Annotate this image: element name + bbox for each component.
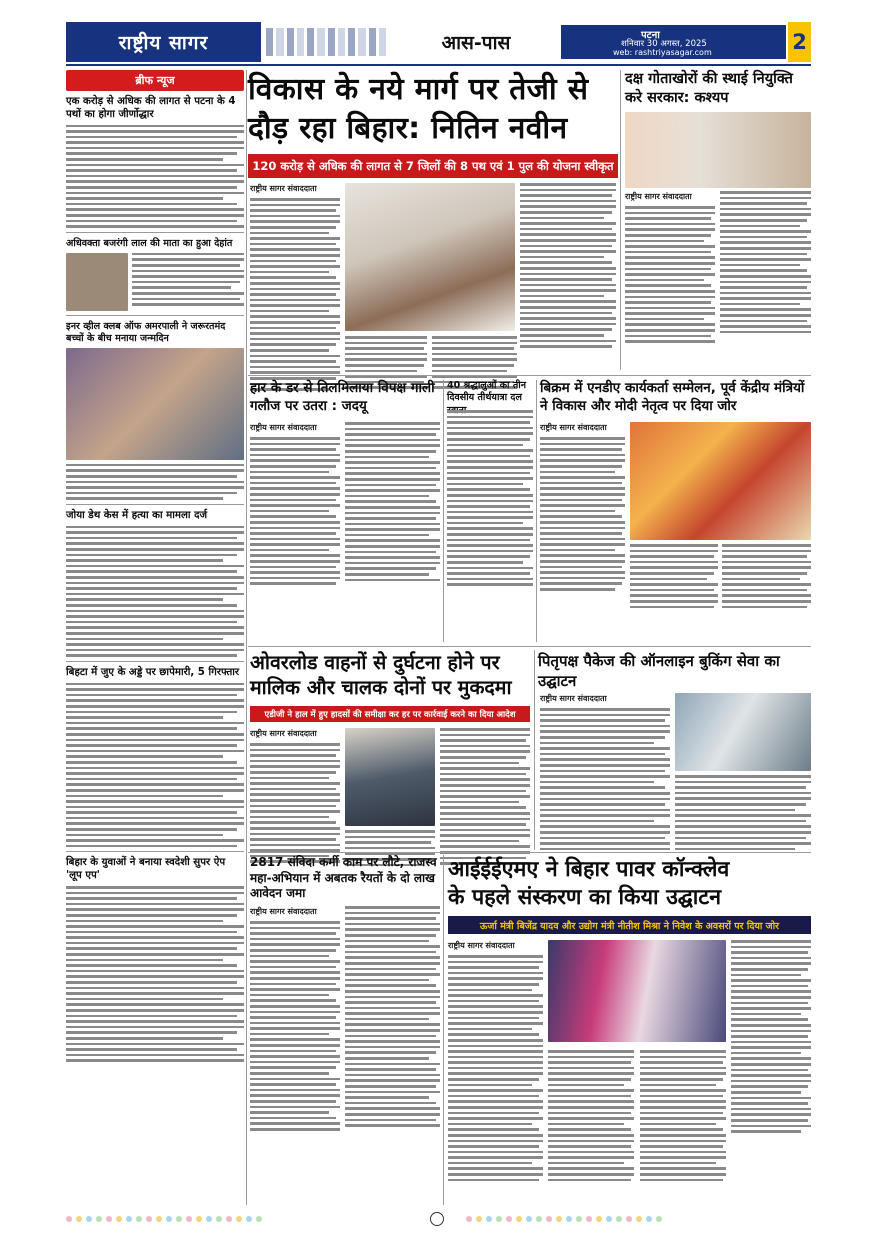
story-headline: पितृपक्ष पैकेज की ऑनलाइन बुकिंग सेवा का उद्घाटन xyxy=(538,652,780,690)
byline: राष्ट्रीय सागर संवाददाता xyxy=(448,941,515,950)
brief-headline: एक करोड़ से अधिक की लागत से पटना के 4 पथों का होगा जीर्णोद्धार xyxy=(66,96,236,120)
header-rule xyxy=(66,64,811,66)
byline: राष्ट्रीय सागर संवाददाता xyxy=(250,184,317,193)
byline: राष्ट्रीय सागर संवाददाता xyxy=(540,694,607,703)
article-body xyxy=(250,198,340,391)
color-registration-marks xyxy=(466,1216,796,1222)
article-body xyxy=(448,1050,543,1181)
article-body xyxy=(345,422,440,581)
brief-news-column xyxy=(66,70,244,1205)
brief-headline: जोया डेथ केस में हत्या का मामला दर्ज xyxy=(66,509,208,521)
story-headline: 40 श्रद्धालुओं का तीन दिवसीय तीर्थयात्रा दल xyxy=(447,380,526,404)
article-body xyxy=(250,437,340,585)
story-headline-line: ओवरलोड वाहनों से दुर्घटना होने पर xyxy=(250,651,500,674)
main-headline-line: विकास के नये मार्ग पर तेजी से xyxy=(248,72,589,107)
brief-news-label: ब्रीफ न्यूज xyxy=(66,70,244,91)
minister-photo xyxy=(345,183,515,331)
portrait-photo xyxy=(66,253,128,311)
registration-mark-icon xyxy=(430,1212,444,1226)
article-body xyxy=(345,906,440,1127)
article-body xyxy=(722,544,811,608)
main-headline-line: दौड़ रहा बिहार: नितिन नवीन xyxy=(248,111,568,146)
edition-city: पटना xyxy=(641,30,660,41)
article-body xyxy=(520,183,616,348)
byline: राष्ट्रीय सागर संवाददाता xyxy=(625,192,692,201)
article-body xyxy=(640,1050,726,1181)
brief-headline: बिहार के युवाओं ने बनाया स्वदेशी सुपर ऐप 'लूप एप' xyxy=(66,857,226,882)
story-headline: 2817 संविदा कर्मी काम पर लौटे, राजस्व महा-अभियान में अबतक रैयतों के दो लाख आवेदन जमा xyxy=(250,855,437,901)
edition-date: शनिवार 30 अगस्त, 2025 xyxy=(621,39,707,49)
masthead-title: राष्ट्रीय सागर xyxy=(66,22,261,62)
section-title: आस-पास xyxy=(441,32,511,54)
byline: राष्ट्रीय सागर संवाददाता xyxy=(540,423,607,432)
article-body xyxy=(447,410,533,586)
officer-photo xyxy=(345,728,435,826)
masthead-bar xyxy=(66,22,811,62)
article-body xyxy=(675,775,811,850)
story-headline: बिक्रम में एनडीए कार्यकर्ता सम्मेलन, पूर्व केंद्रीय मंत्रियों ने विकास और मोदी नेतृत्व पर दिया जोर xyxy=(540,380,805,414)
story-headline xyxy=(250,650,530,701)
article-body xyxy=(548,1050,634,1181)
story-headline-line: के पहले संस्करण का किया उद्घाटन xyxy=(448,884,722,910)
article-body xyxy=(540,708,670,850)
byline: राष्ट्रीय सागर संवाददाता xyxy=(250,729,317,738)
main-headline xyxy=(248,70,618,148)
article-body xyxy=(132,253,244,311)
article-body xyxy=(630,544,718,608)
article-body xyxy=(720,191,811,333)
main-subheadline: 120 करोड़ से अधिक की लागत से 7 जिलों की 8 पथ एवं 1 पुल की योजना स्वीकृत xyxy=(248,154,618,178)
article-body xyxy=(66,886,244,1062)
page-number: 2 xyxy=(788,22,811,62)
story-headline: हार के डर से तिलमिलाया विपक्ष गाली गलौज पर उतरा : जदयू xyxy=(250,380,435,414)
article-body xyxy=(66,526,244,657)
conclave-photo xyxy=(548,940,726,1042)
byline: राष्ट्रीय सागर संवाददाता xyxy=(250,907,317,916)
story-subheadline: एडीजी ने हाल में हुए हादसों की समीक्षा कर हर पर कार्रवाई करने का दिया आदेश xyxy=(250,706,530,722)
masthead-decoration xyxy=(266,28,386,56)
byline: राष्ट्रीय सागर संवाददाता xyxy=(250,423,317,432)
story-subheadline: ऊर्जा मंत्री बिजेंद्र यादव और उद्योग मंत्री नीतीश मिश्रा ने निवेश के अवसरों पर दिया जोर xyxy=(448,916,811,934)
booking-launch-photo xyxy=(675,693,811,771)
main-story-col1 xyxy=(250,183,340,391)
page-footer xyxy=(66,1212,811,1226)
article-body xyxy=(731,940,811,1133)
story-headline xyxy=(448,856,811,912)
article-body xyxy=(448,955,543,1064)
rally-photo xyxy=(630,422,811,540)
story-headline: दक्ष गोताखोरों की स्थाई नियुक्ति करे सरकार: कश्यप xyxy=(625,71,793,106)
article-body xyxy=(66,683,244,848)
color-registration-marks xyxy=(66,1216,396,1222)
article-body xyxy=(625,206,715,343)
meeting-photo xyxy=(625,112,811,188)
article-body xyxy=(250,743,340,863)
brief-headline: बिहटा में जुए के अड्डे पर छापेमारी, 5 गिरफ्तार xyxy=(66,666,240,678)
brief-headline: इनर व्हील क्लब ऑफ अमरपाली ने जरूरतमंद बच्चों के बीच मनाया जन्मदिन xyxy=(66,320,226,344)
edition-info xyxy=(561,25,786,59)
brief-headline: अधिवक्ता बजरंगी लाल की माता का हुआ देहांत xyxy=(66,237,233,249)
article-body xyxy=(66,125,244,228)
article-body xyxy=(250,921,340,1131)
article-body xyxy=(540,437,625,591)
article-body xyxy=(66,464,244,500)
story-headline-line: मालिक और चालक दोनों पर मुकदमा xyxy=(250,676,512,700)
story-headline-line: आईईईएमए ने बिहार पावर कॉन्क्लेव xyxy=(448,857,730,882)
website-link[interactable]: web: rashtriyasagar.com xyxy=(613,48,712,57)
event-photo xyxy=(66,348,244,460)
article-body xyxy=(440,728,530,865)
